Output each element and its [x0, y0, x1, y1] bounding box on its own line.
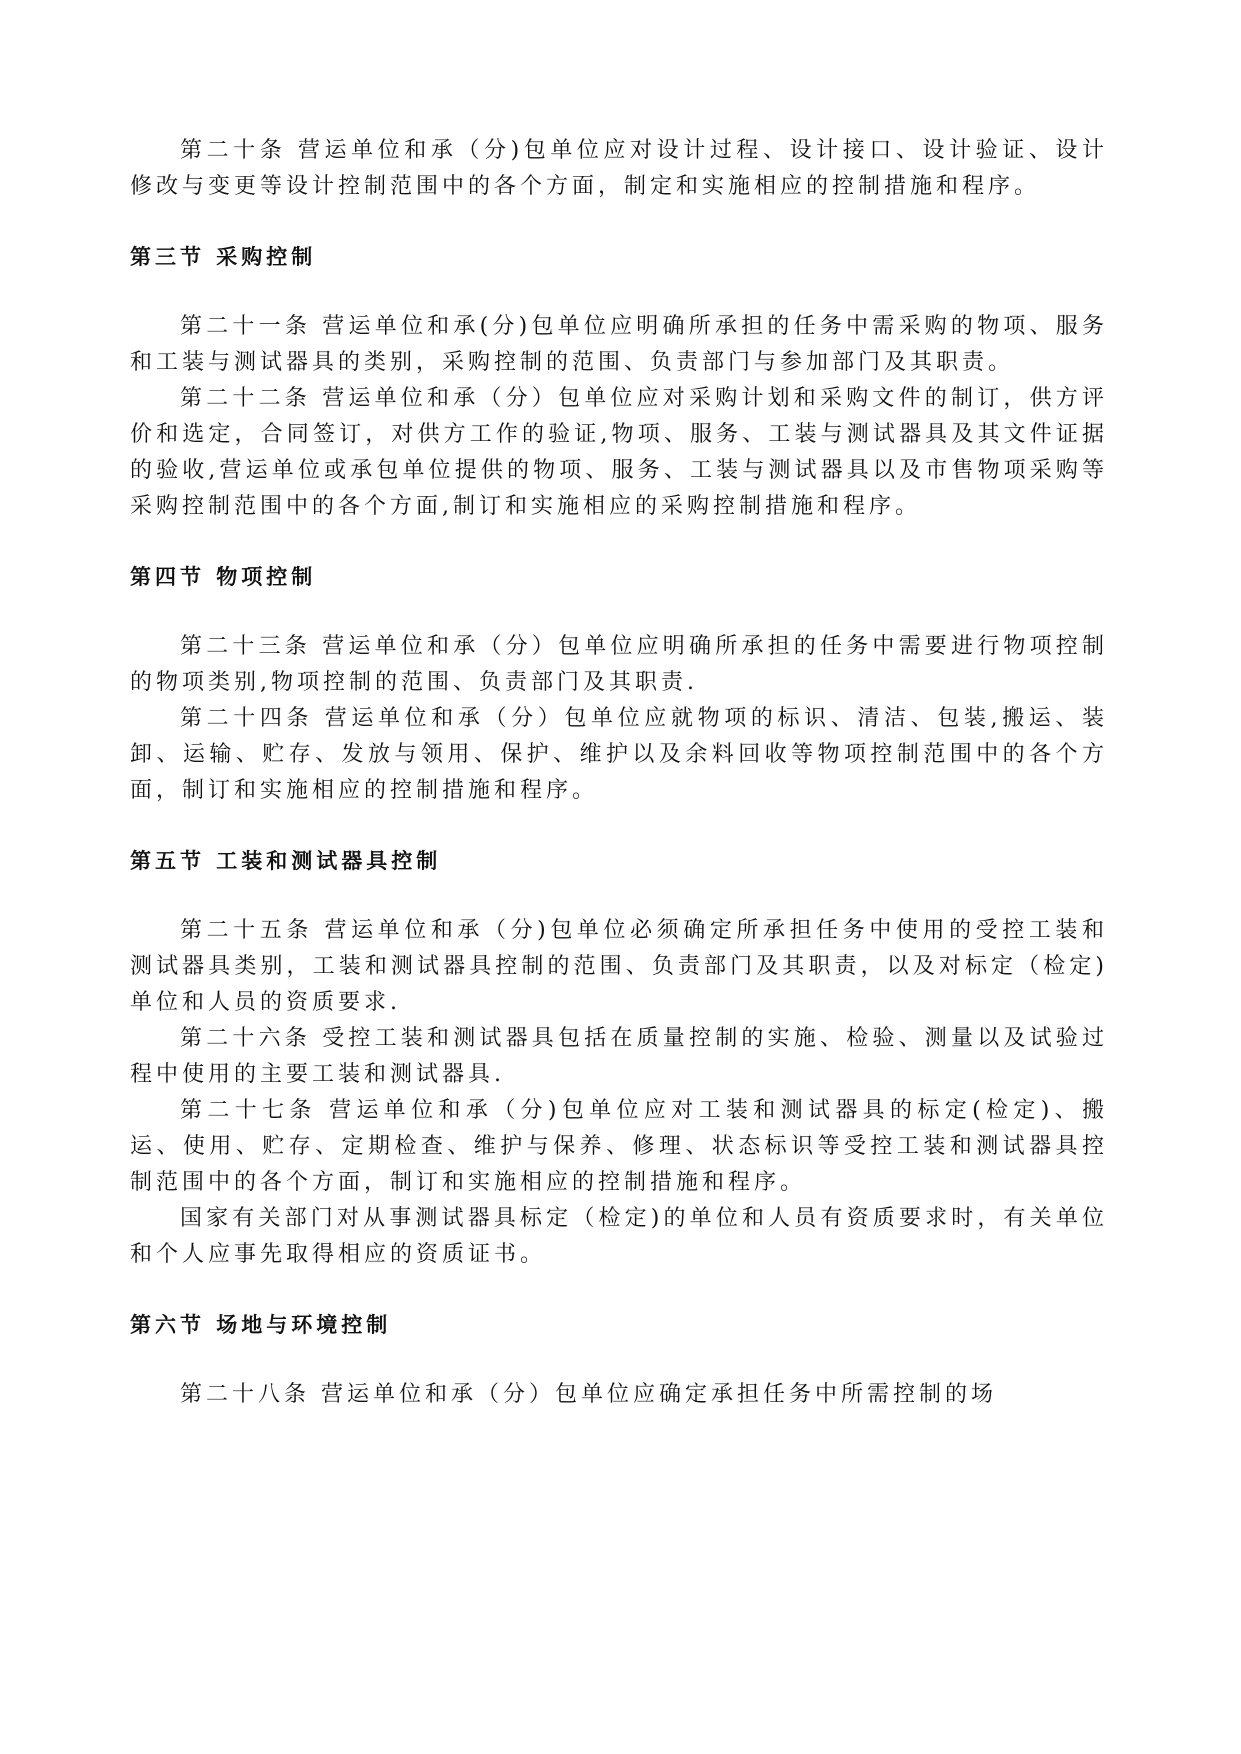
article-26: 第二十六条 受控工装和测试器具包括在质量控制的实施、检验、测量以及试验过程中使用的主要工装和测试器具. [130, 1026, 1108, 1087]
document-body [130, 133, 1108, 1413]
article-28: 第二十八条 营运单位和承（分）包单位应确定承担任务中所需控制的场 [180, 1382, 997, 1407]
article-24: 第二十四条 营运单位和承（分）包单位应就物项的标识、清洁、包装,搬运、装卸、运输、贮存、发放与领用、保护、维护以及余料回收等物项控制范围中的各个方面，制订和实施相应的控制措施和程序。 [130, 706, 1108, 803]
article-25: 第二十五条 营运单位和承（分)包单位必须确定所承担任务中使用的受控工装和测试器具类别，工装和测试器具控制的范围、负责部门及其职责，以及对标定（检定)单位和人员的资质要求. [130, 918, 1108, 1015]
article-21: 第二十一条 营运单位和承(分)包单位应明确所承担的任务中需采购的物项、服务和工装与测试器具的类别，采购控制的范围、负责部门与参加部门及其职责。 [130, 314, 1108, 375]
section-5-heading: 第五节 工装和测试器具控制 [130, 849, 442, 873]
section-6-heading: 第六节 场地与环境控制 [130, 1313, 392, 1337]
article-23: 第二十三条 营运单位和承（分）包单位应明确所承担的任务中需要进行物项控制的物项类别,物项控制的范围、负责部门及其职责. [130, 634, 1108, 695]
article-20: 第二十条 营运单位和承（分)包单位应对设计过程、设计接口、设计验证、设计修改与变更等设计控制范围中的各个方面，制定和实施相应的控制措施和程序。 [130, 138, 1108, 199]
article-22: 第二十二条 营运单位和承（分）包单位应对采购计划和采购文件的制订，供方评价和选定，合同签订，对供方工作的验证,物项、服务、工装与测试器具及其文件证据的验收,营运单位或承包单位提供的物项、服务、工装与测试器具以及市售物项采购等采购控制范围中的各个方面,制订和实施相应的采购控制措施和程序。 [130, 386, 1108, 519]
section-4-heading: 第四节 物项控制 [130, 565, 317, 589]
article-27-supplement: 国家有关部门对从事测试器具标定（检定)的单位和人员有资质要求时，有关单位和个人应事先取得相应的资质证书。 [130, 1206, 1108, 1267]
article-27: 第二十七条 营运单位和承（分)包单位应对工装和测试器具的标定(检定)、搬运、使用、贮存、定期检查、维护与保养、修理、状态标识等受控工装和测试器具控制范围中的各个方面，制订和实施相应的控制措施和程序。 [130, 1098, 1108, 1195]
section-3-heading: 第三节 采购控制 [130, 245, 317, 269]
